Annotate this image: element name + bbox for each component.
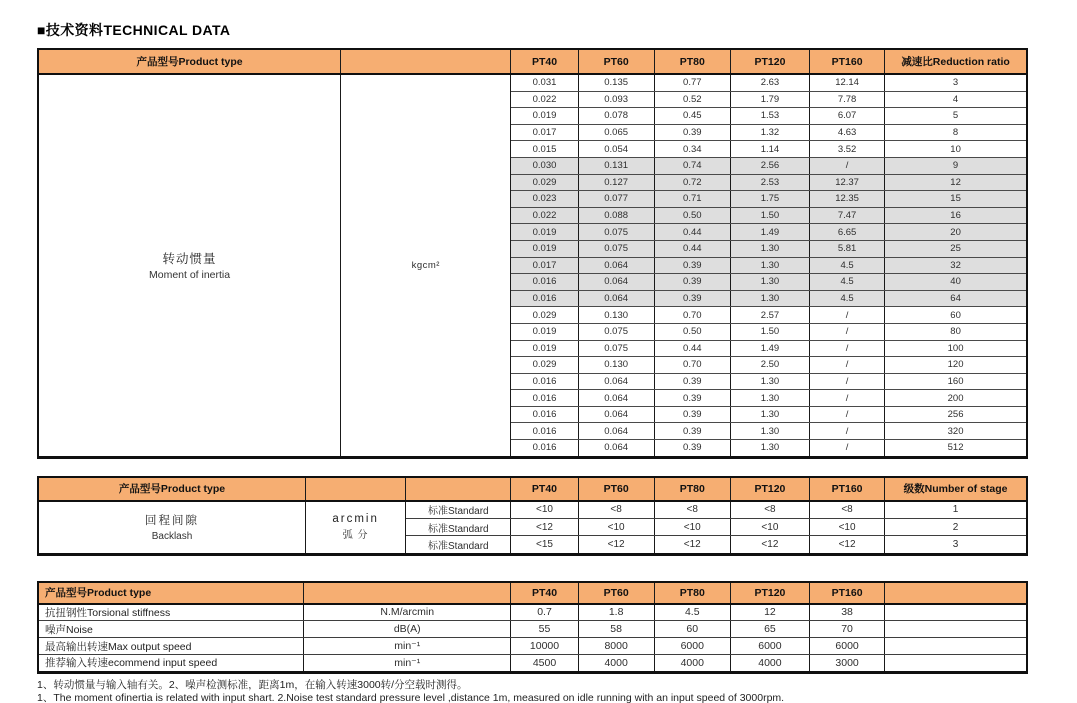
performance-value-pt160: 70 bbox=[810, 621, 885, 638]
unit-header-blank bbox=[306, 477, 406, 501]
inertia-value-pt120: 1.50 bbox=[730, 323, 809, 340]
reduction-ratio-value: 3 bbox=[885, 74, 1027, 91]
backlash-value-pt160: <10 bbox=[809, 518, 884, 535]
performance-value-pt60: 58 bbox=[578, 621, 654, 638]
stage-value: 3 bbox=[885, 536, 1027, 554]
inertia-value-pt160: 6.07 bbox=[810, 108, 885, 125]
reduction-ratio-value: 320 bbox=[885, 423, 1027, 440]
inertia-value-pt60: 0.075 bbox=[578, 240, 654, 257]
inertia-value-pt80: 0.39 bbox=[654, 440, 730, 458]
inertia-value-pt120: 1.30 bbox=[730, 240, 809, 257]
inertia-value-pt80: 0.70 bbox=[654, 307, 730, 324]
inertia-value-pt80: 0.39 bbox=[654, 274, 730, 291]
inertia-value-pt120: 1.30 bbox=[730, 373, 809, 390]
reduction-ratio-value: 60 bbox=[885, 307, 1027, 324]
inertia-value-pt80: 0.72 bbox=[654, 174, 730, 191]
inertia-value-pt160: 12.35 bbox=[810, 191, 885, 208]
reduction-ratio-value: 8 bbox=[885, 124, 1027, 141]
inertia-value-pt160: 4.5 bbox=[810, 257, 885, 274]
performance-value-pt60: 1.8 bbox=[578, 604, 654, 621]
trailing-blank-cell bbox=[885, 638, 1027, 655]
reduction-ratio-value: 100 bbox=[885, 340, 1027, 357]
reduction-ratio-value: 32 bbox=[885, 257, 1027, 274]
performance-label-cell: 最高输出转速Max output speed bbox=[38, 638, 304, 655]
inertia-value-pt40: 0.015 bbox=[511, 141, 578, 158]
backlash-value-pt120: <8 bbox=[730, 501, 809, 519]
performance-value-pt120: 65 bbox=[730, 621, 809, 638]
inertia-value-pt60: 0.130 bbox=[578, 357, 654, 374]
inertia-header-row bbox=[38, 49, 1027, 74]
performance-value-pt40: 0.7 bbox=[511, 604, 578, 621]
inertia-value-pt60: 0.130 bbox=[578, 307, 654, 324]
inertia-value-pt160: / bbox=[810, 323, 885, 340]
inertia-value-pt40: 0.019 bbox=[511, 240, 578, 257]
performance-value-pt80: 4000 bbox=[654, 654, 730, 672]
inertia-value-pt120: 1.49 bbox=[730, 224, 809, 241]
standard-label-cell: 标准Standard bbox=[406, 518, 511, 535]
inertia-value-pt60: 0.064 bbox=[578, 390, 654, 407]
reduction-ratio-value: 5 bbox=[885, 108, 1027, 125]
inertia-value-pt60: 0.078 bbox=[578, 108, 654, 125]
inertia-value-pt80: 0.50 bbox=[654, 207, 730, 224]
inertia-value-pt80: 0.39 bbox=[654, 257, 730, 274]
inertia-value-pt60: 0.093 bbox=[578, 91, 654, 108]
footnote-zh: 1、转动惯量与输入轴有关。2、噪声检测标准，距离1m，在输入转速3000转/分空载时测得。 bbox=[37, 678, 468, 691]
inertia-value-pt40: 0.016 bbox=[511, 423, 578, 440]
backlash-value-pt60: <10 bbox=[578, 518, 654, 535]
inertia-value-pt80: 0.71 bbox=[654, 191, 730, 208]
inertia-value-pt120: 1.30 bbox=[730, 290, 809, 307]
model-header-pt40: PT40 bbox=[511, 49, 578, 74]
inertia-value-pt160: 4.5 bbox=[810, 274, 885, 291]
inertia-value-pt40: 0.016 bbox=[511, 290, 578, 307]
inertia-value-pt80: 0.50 bbox=[654, 323, 730, 340]
inertia-value-pt60: 0.088 bbox=[578, 207, 654, 224]
performance-label-cell: 推荐输入转速ecommend input speed bbox=[38, 654, 304, 672]
reduction-ratio-value: 120 bbox=[885, 357, 1027, 374]
model-header-pt80: PT80 bbox=[654, 582, 730, 604]
inertia-value-pt40: 0.017 bbox=[511, 257, 578, 274]
inertia-value-pt120: 1.75 bbox=[730, 191, 809, 208]
standard-label-cell: 标准Standard bbox=[406, 536, 511, 554]
reduction-ratio-value: 256 bbox=[885, 406, 1027, 423]
inertia-value-pt60: 0.064 bbox=[578, 257, 654, 274]
standard-label-cell: 标准Standard bbox=[406, 501, 511, 519]
backlash-row bbox=[38, 501, 1027, 519]
trailing-header-blank bbox=[885, 582, 1027, 604]
reduction-ratio-value: 4 bbox=[885, 91, 1027, 108]
inertia-value-pt40: 0.016 bbox=[511, 406, 578, 423]
stage-value: 1 bbox=[885, 501, 1027, 519]
model-header-pt120: PT120 bbox=[730, 477, 809, 501]
page-title: ■技术资料TECHNICAL DATA bbox=[37, 22, 231, 38]
inertia-value-pt80: 0.44 bbox=[654, 240, 730, 257]
backlash-value-pt40: <12 bbox=[511, 518, 578, 535]
performance-table bbox=[37, 581, 1028, 674]
backlash-value-pt80: <12 bbox=[654, 536, 730, 554]
inertia-value-pt40: 0.031 bbox=[511, 74, 578, 91]
number-of-stage-header: 级数Number of stage bbox=[885, 477, 1027, 501]
inertia-value-pt120: 2.57 bbox=[730, 307, 809, 324]
inertia-value-pt60: 0.075 bbox=[578, 224, 654, 241]
inertia-value-pt120: 1.14 bbox=[730, 141, 809, 158]
inertia-value-pt40: 0.017 bbox=[511, 124, 578, 141]
inertia-value-pt80: 0.77 bbox=[654, 74, 730, 91]
inertia-value-pt60: 0.054 bbox=[578, 141, 654, 158]
inertia-value-pt40: 0.029 bbox=[511, 357, 578, 374]
reduction-ratio-value: 25 bbox=[885, 240, 1027, 257]
inertia-value-pt160: 12.37 bbox=[810, 174, 885, 191]
performance-value-pt120: 4000 bbox=[730, 654, 809, 672]
footnotes bbox=[37, 679, 1029, 703]
inertia-value-pt120: 1.30 bbox=[730, 440, 809, 458]
inertia-value-pt60: 0.127 bbox=[578, 174, 654, 191]
performance-row bbox=[38, 621, 1027, 638]
performance-value-pt60: 4000 bbox=[578, 654, 654, 672]
inertia-value-pt40: 0.029 bbox=[511, 174, 578, 191]
trailing-blank-cell bbox=[885, 621, 1027, 638]
inertia-value-pt80: 0.74 bbox=[654, 157, 730, 174]
inertia-value-pt60: 0.064 bbox=[578, 406, 654, 423]
performance-unit-cell: min⁻¹ bbox=[304, 654, 511, 672]
reduction-ratio-value: 40 bbox=[885, 274, 1027, 291]
model-header-pt80: PT80 bbox=[654, 49, 730, 74]
inertia-value-pt40: 0.016 bbox=[511, 373, 578, 390]
inertia-value-pt120: 1.30 bbox=[730, 274, 809, 291]
stage-value: 2 bbox=[885, 518, 1027, 535]
performance-value-pt80: 60 bbox=[654, 621, 730, 638]
inertia-value-pt80: 0.39 bbox=[654, 423, 730, 440]
backlash-value-pt80: <10 bbox=[654, 518, 730, 535]
inertia-value-pt120: 1.32 bbox=[730, 124, 809, 141]
inertia-value-pt120: 1.50 bbox=[730, 207, 809, 224]
reduction-ratio-value: 200 bbox=[885, 390, 1027, 407]
performance-value-pt40: 10000 bbox=[511, 638, 578, 655]
inertia-value-pt40: 0.030 bbox=[511, 157, 578, 174]
product-type-header: 产品型号Product type bbox=[38, 49, 341, 74]
inertia-value-pt120: 1.30 bbox=[730, 257, 809, 274]
backlash-value-pt80: <8 bbox=[654, 501, 730, 519]
moment-of-inertia-label-cell: 转动惯量 Moment of inertia bbox=[38, 74, 341, 457]
inertia-value-pt120: 1.79 bbox=[730, 91, 809, 108]
backlash-value-pt120: <10 bbox=[730, 518, 809, 535]
inertia-value-pt40: 0.029 bbox=[511, 307, 578, 324]
inertia-value-pt160: / bbox=[810, 157, 885, 174]
performance-value-pt40: 55 bbox=[511, 621, 578, 638]
reduction-ratio-value: 10 bbox=[885, 141, 1027, 158]
model-header-pt160: PT160 bbox=[809, 477, 884, 501]
performance-row bbox=[38, 638, 1027, 655]
inertia-value-pt160: / bbox=[810, 357, 885, 374]
backlash-value-pt120: <12 bbox=[730, 536, 809, 554]
product-type-header: 产品型号Product type bbox=[38, 582, 304, 604]
backlash-value-pt60: <8 bbox=[578, 501, 654, 519]
performance-value-pt80: 4.5 bbox=[654, 604, 730, 621]
backlash-value-pt160: <12 bbox=[809, 536, 884, 554]
reduction-ratio-value: 512 bbox=[885, 440, 1027, 458]
trailing-blank-cell bbox=[885, 604, 1027, 621]
performance-value-pt120: 6000 bbox=[730, 638, 809, 655]
inertia-value-pt120: 2.53 bbox=[730, 174, 809, 191]
unit-cell: kgcm² bbox=[341, 74, 511, 457]
inertia-value-pt80: 0.39 bbox=[654, 290, 730, 307]
moment-of-inertia-table bbox=[37, 48, 1028, 459]
footnote-en: 1、The moment ofinertia is related with input shart. 2.Noise test standard pressure level ,distance 1m, measured on idle running with an input speed of 3000rpm. bbox=[37, 692, 785, 703]
reduction-ratio-value: 20 bbox=[885, 224, 1027, 241]
inertia-value-pt40: 0.016 bbox=[511, 440, 578, 458]
reduction-ratio-header: 减速比Reduction ratio bbox=[885, 49, 1027, 74]
model-header-pt160: PT160 bbox=[810, 49, 885, 74]
inertia-value-pt120: 2.63 bbox=[730, 74, 809, 91]
performance-value-pt160: 6000 bbox=[810, 638, 885, 655]
backlash-label-cell: 回程间隙 Backlash bbox=[38, 501, 306, 554]
inertia-value-pt40: 0.019 bbox=[511, 224, 578, 241]
inertia-value-pt80: 0.39 bbox=[654, 390, 730, 407]
inertia-value-pt160: 7.78 bbox=[810, 91, 885, 108]
model-header-pt160: PT160 bbox=[810, 582, 885, 604]
unit-header-blank bbox=[304, 582, 511, 604]
arcmin-unit-cell: arcmin 弧 分 bbox=[306, 501, 406, 554]
performance-value-pt40: 4500 bbox=[511, 654, 578, 672]
inertia-value-pt120: 2.50 bbox=[730, 357, 809, 374]
backlash-value-pt40: <15 bbox=[511, 536, 578, 554]
model-header-pt60: PT60 bbox=[578, 49, 654, 74]
model-header-pt40: PT40 bbox=[511, 582, 578, 604]
inertia-value-pt40: 0.023 bbox=[511, 191, 578, 208]
inertia-value-pt80: 0.39 bbox=[654, 406, 730, 423]
inertia-value-pt160: / bbox=[810, 390, 885, 407]
inertia-value-pt120: 2.56 bbox=[730, 157, 809, 174]
inertia-value-pt80: 0.39 bbox=[654, 373, 730, 390]
inertia-value-pt40: 0.019 bbox=[511, 340, 578, 357]
backlash-table bbox=[37, 476, 1028, 556]
model-header-pt40: PT40 bbox=[511, 477, 578, 501]
inertia-value-pt120: 1.30 bbox=[730, 423, 809, 440]
product-type-header: 产品型号Product type bbox=[38, 477, 306, 501]
inertia-value-pt80: 0.45 bbox=[654, 108, 730, 125]
inertia-value-pt160: / bbox=[810, 423, 885, 440]
inertia-value-pt80: 0.44 bbox=[654, 340, 730, 357]
performance-value-pt60: 8000 bbox=[578, 638, 654, 655]
inertia-value-pt120: 1.30 bbox=[730, 390, 809, 407]
inertia-value-pt40: 0.022 bbox=[511, 207, 578, 224]
inertia-value-pt60: 0.064 bbox=[578, 423, 654, 440]
performance-value-pt160: 3000 bbox=[810, 654, 885, 672]
model-header-pt120: PT120 bbox=[730, 582, 809, 604]
inertia-row bbox=[38, 74, 1027, 91]
reduction-ratio-value: 64 bbox=[885, 290, 1027, 307]
inertia-value-pt60: 0.135 bbox=[578, 74, 654, 91]
inertia-value-pt80: 0.44 bbox=[654, 224, 730, 241]
reduction-ratio-value: 15 bbox=[885, 191, 1027, 208]
performance-value-pt120: 12 bbox=[730, 604, 809, 621]
inertia-value-pt40: 0.016 bbox=[511, 390, 578, 407]
inertia-value-pt80: 0.34 bbox=[654, 141, 730, 158]
inertia-value-pt80: 0.39 bbox=[654, 124, 730, 141]
reduction-ratio-value: 12 bbox=[885, 174, 1027, 191]
backlash-header-row bbox=[38, 477, 1027, 501]
inertia-value-pt60: 0.075 bbox=[578, 340, 654, 357]
inertia-value-pt40: 0.016 bbox=[511, 274, 578, 291]
inertia-value-pt60: 0.064 bbox=[578, 290, 654, 307]
inertia-value-pt120: 1.49 bbox=[730, 340, 809, 357]
inertia-value-pt160: 5.81 bbox=[810, 240, 885, 257]
reduction-ratio-value: 16 bbox=[885, 207, 1027, 224]
trailing-blank-cell bbox=[885, 654, 1027, 672]
inertia-value-pt60: 0.075 bbox=[578, 323, 654, 340]
backlash-value-pt160: <8 bbox=[809, 501, 884, 519]
backlash-value-pt40: <10 bbox=[511, 501, 578, 519]
inertia-value-pt160: 4.5 bbox=[810, 290, 885, 307]
inertia-value-pt160: 4.63 bbox=[810, 124, 885, 141]
reduction-ratio-value: 160 bbox=[885, 373, 1027, 390]
inertia-value-pt60: 0.064 bbox=[578, 373, 654, 390]
performance-unit-cell: N.M/arcmin bbox=[304, 604, 511, 621]
page-content bbox=[37, 20, 1029, 703]
inertia-value-pt160: 7.47 bbox=[810, 207, 885, 224]
performance-label-cell: 噪声Noise bbox=[38, 621, 304, 638]
performance-row bbox=[38, 654, 1027, 672]
inertia-value-pt160: / bbox=[810, 340, 885, 357]
standard-header-blank bbox=[406, 477, 511, 501]
inertia-value-pt160: / bbox=[810, 373, 885, 390]
performance-value-pt80: 6000 bbox=[654, 638, 730, 655]
performance-unit-cell: min⁻¹ bbox=[304, 638, 511, 655]
reduction-ratio-value: 80 bbox=[885, 323, 1027, 340]
performance-unit-cell: dB(A) bbox=[304, 621, 511, 638]
inertia-value-pt60: 0.077 bbox=[578, 191, 654, 208]
inertia-value-pt120: 1.30 bbox=[730, 406, 809, 423]
inertia-value-pt60: 0.065 bbox=[578, 124, 654, 141]
inertia-value-pt60: 0.131 bbox=[578, 157, 654, 174]
performance-header-row bbox=[38, 582, 1027, 604]
inertia-value-pt160: / bbox=[810, 307, 885, 324]
inertia-value-pt120: 1.53 bbox=[730, 108, 809, 125]
inertia-value-pt80: 0.52 bbox=[654, 91, 730, 108]
performance-value-pt160: 38 bbox=[810, 604, 885, 621]
inertia-value-pt60: 0.064 bbox=[578, 440, 654, 458]
inertia-value-pt160: / bbox=[810, 440, 885, 458]
inertia-value-pt40: 0.019 bbox=[511, 108, 578, 125]
performance-row bbox=[38, 604, 1027, 621]
inertia-value-pt60: 0.064 bbox=[578, 274, 654, 291]
inertia-value-pt160: / bbox=[810, 406, 885, 423]
inertia-value-pt160: 6.65 bbox=[810, 224, 885, 241]
inertia-value-pt40: 0.022 bbox=[511, 91, 578, 108]
model-header-pt80: PT80 bbox=[654, 477, 730, 501]
model-header-pt120: PT120 bbox=[730, 49, 809, 74]
performance-label-cell: 抗扭钢性Torsional stiffness bbox=[38, 604, 304, 621]
model-header-pt60: PT60 bbox=[578, 477, 654, 501]
unit-header-blank bbox=[341, 49, 511, 74]
inertia-value-pt40: 0.019 bbox=[511, 323, 578, 340]
backlash-value-pt60: <12 bbox=[578, 536, 654, 554]
reduction-ratio-value: 9 bbox=[885, 157, 1027, 174]
inertia-value-pt160: 12.14 bbox=[810, 74, 885, 91]
model-header-pt60: PT60 bbox=[578, 582, 654, 604]
inertia-value-pt160: 3.52 bbox=[810, 141, 885, 158]
inertia-value-pt80: 0.70 bbox=[654, 357, 730, 374]
